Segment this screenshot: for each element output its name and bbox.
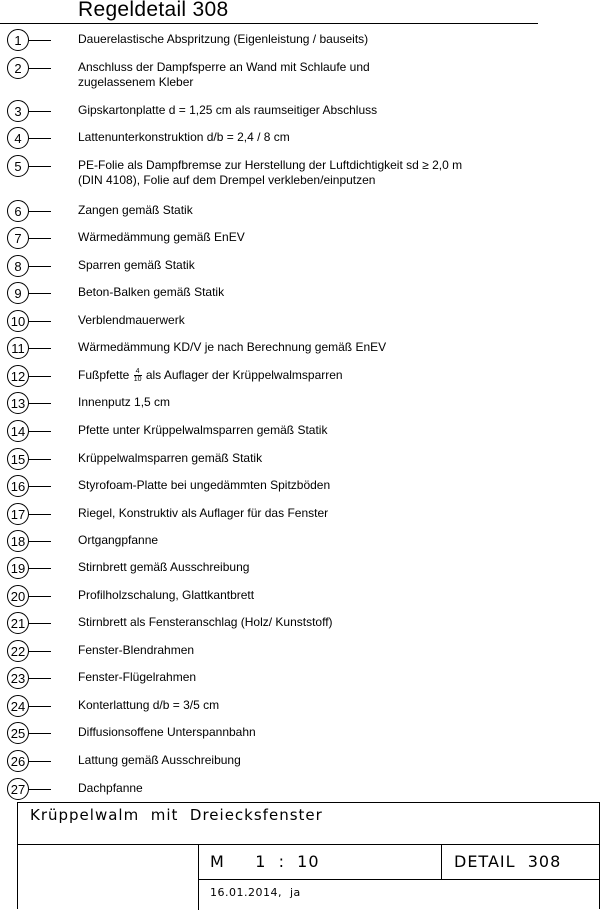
leader-line — [29, 568, 51, 569]
item-text: Sparren gemäß Statik — [78, 258, 195, 272]
item-number-circle: 21 — [7, 612, 29, 634]
item-text: Gipskartonplatte d = 1,25 cm als raumseitiger Abschluss — [78, 103, 378, 117]
leader-line — [29, 486, 51, 487]
item-text: Lattenunterkonstruktion d/b = 2,4 / 8 cm — [78, 130, 290, 144]
item-number-circle: 23 — [7, 667, 29, 689]
legend-item — [0, 337, 600, 363]
item-text: Fenster-Flügelrahmen — [78, 670, 197, 684]
item-number-circle: 7 — [7, 227, 29, 249]
fraction-denominator: 10 — [133, 376, 142, 384]
legend-item — [0, 365, 600, 391]
drawing-name: Krüppelwalm mit Dreiecksfenster — [30, 806, 323, 824]
legend-item — [0, 100, 600, 126]
legend-item — [0, 612, 600, 638]
item-text: Zangen gemäß Statik — [78, 203, 193, 217]
item-text: Dauerelastische Abspritzung (Eigenleistung / bauseits) — [78, 32, 369, 46]
leader-line — [29, 138, 51, 139]
item-text: Dachpfanne — [78, 781, 143, 795]
item-number-circle: 6 — [7, 200, 29, 222]
title-block — [17, 802, 600, 909]
title-underline — [0, 23, 538, 24]
leader-line — [29, 211, 51, 212]
legend-item — [0, 282, 600, 308]
leader-line — [29, 376, 51, 377]
leader-line — [29, 459, 51, 460]
item-number-circle: 24 — [7, 695, 29, 717]
fraction — [134, 368, 142, 383]
legend-item — [0, 448, 600, 474]
leader-line — [29, 706, 51, 707]
item-number-circle: 8 — [7, 255, 29, 277]
leader-line — [29, 166, 51, 167]
legend-item — [0, 778, 600, 804]
legend-item — [0, 29, 600, 55]
item-number-circle: 9 — [7, 282, 29, 304]
leader-line — [29, 431, 51, 432]
legend-item — [0, 420, 600, 446]
leader-line — [29, 789, 51, 790]
legend-item — [0, 227, 600, 253]
item-number-circle: 13 — [7, 392, 29, 414]
item-text: Anschluss der Dampfsperre an Wand mit Schlaufe und zugelassenem Kleber — [78, 60, 370, 89]
item-text: Riegel, Konstruktiv als Auflager für das Fenster — [78, 506, 329, 520]
item-number-circle: 4 — [7, 127, 29, 149]
item-number-circle: 16 — [7, 475, 29, 497]
legend-item — [0, 557, 600, 583]
item-number-circle: 11 — [7, 337, 29, 359]
item-text: Lattung gemäß Ausschreibung — [78, 753, 241, 767]
item-number-circle: 22 — [7, 640, 29, 662]
legend-item — [0, 392, 600, 418]
item-number-circle: 20 — [7, 585, 29, 607]
item-text: Krüppelwalmsparren gemäß Statik — [78, 451, 263, 465]
item-number-circle: 12 — [7, 365, 29, 387]
item-text-part: als Auflager der Krüppelwalmsparren — [142, 368, 343, 382]
legend-item — [0, 200, 600, 226]
leader-line — [29, 761, 51, 762]
leader-line — [29, 321, 51, 322]
item-text: Wärmedämmung KD/V je nach Berechnung gemäß EnEV — [78, 340, 387, 354]
item-text — [78, 368, 343, 383]
leader-line — [29, 348, 51, 349]
leader-line — [29, 596, 51, 597]
item-text: Beton-Balken gemäß Statik — [78, 285, 225, 299]
leader-line — [29, 541, 51, 542]
item-number-circle: 14 — [7, 420, 29, 442]
legend-item — [0, 667, 600, 693]
legend-item — [0, 127, 600, 153]
title-block-divider — [441, 844, 442, 880]
item-number-circle: 25 — [7, 722, 29, 744]
item-number-circle: 2 — [7, 57, 29, 79]
legend-item — [0, 503, 600, 529]
legend-item — [0, 750, 600, 776]
drawing-date: 16.01.2014, ja — [210, 886, 301, 899]
item-text: Wärmedämmung gemäß EnEV — [78, 230, 245, 244]
leader-line — [29, 40, 51, 41]
leader-line — [29, 651, 51, 652]
item-text: Stirnbrett als Fensteranschlag (Holz/ Kunststoff) — [78, 615, 333, 629]
fraction-numerator: 4 — [135, 368, 140, 376]
leader-line — [29, 514, 51, 515]
item-text: Innenputz 1,5 cm — [78, 395, 171, 409]
item-number-circle: 5 — [7, 155, 29, 177]
item-number-circle: 1 — [7, 29, 29, 51]
title-block-divider — [18, 844, 600, 845]
item-number-circle: 17 — [7, 503, 29, 525]
item-text: Pfette unter Krüppelwalmsparren gemäß Statik — [78, 423, 328, 437]
legend-item — [0, 640, 600, 666]
item-text: Verblendmauerwerk — [78, 313, 185, 327]
legend-item — [0, 155, 600, 187]
leader-line — [29, 293, 51, 294]
item-number-circle: 15 — [7, 448, 29, 470]
item-number-circle: 27 — [7, 778, 29, 800]
leader-line — [29, 733, 51, 734]
item-number-circle: 3 — [7, 100, 29, 122]
leader-line — [29, 238, 51, 239]
item-text: Diffusionsoffene Unterspannbahn — [78, 725, 256, 739]
leader-line — [29, 111, 51, 112]
page-title: Regeldetail 308 — [78, 0, 229, 21]
leader-line — [29, 266, 51, 267]
title-block-divider — [198, 844, 199, 910]
item-text: Konterlattung d/b = 3/5 cm — [78, 698, 220, 712]
leader-line — [29, 403, 51, 404]
legend-item — [0, 530, 600, 556]
legend-item — [0, 475, 600, 501]
item-text: Ortgangpfanne — [78, 533, 159, 547]
item-number-circle: 10 — [7, 310, 29, 332]
legend-item — [0, 722, 600, 748]
legend-item — [0, 695, 600, 721]
leader-line — [29, 623, 51, 624]
item-number-circle: 18 — [7, 530, 29, 552]
drawing-scale: M 1 : 10 — [210, 852, 320, 871]
item-text: Styrofoam-Platte bei ungedämmten Spitzböden — [78, 478, 331, 492]
leader-line — [29, 68, 51, 69]
item-number-circle: 19 — [7, 557, 29, 579]
item-text: PE-Folie als Dampfbremse zur Herstellung der Luftdichtigkeit sd ≥ 2,0 m (DIN 4108), Folie auf dem Drempel verkleben/einputzen — [78, 158, 463, 187]
legend-item — [0, 57, 600, 89]
legend-item — [0, 310, 600, 336]
title-block-divider — [198, 879, 600, 880]
detail-number: DETAIL 308 — [454, 852, 562, 871]
legend-item — [0, 255, 600, 281]
item-text: Stirnbrett gemäß Ausschreibung — [78, 560, 250, 574]
item-text: Profilholzschalung, Glattkantbrett — [78, 588, 255, 602]
legend-item — [0, 585, 600, 611]
item-text: Fenster-Blendrahmen — [78, 643, 195, 657]
item-number-circle: 26 — [7, 750, 29, 772]
item-text-part: Fußpfette — [78, 368, 133, 382]
leader-line — [29, 678, 51, 679]
